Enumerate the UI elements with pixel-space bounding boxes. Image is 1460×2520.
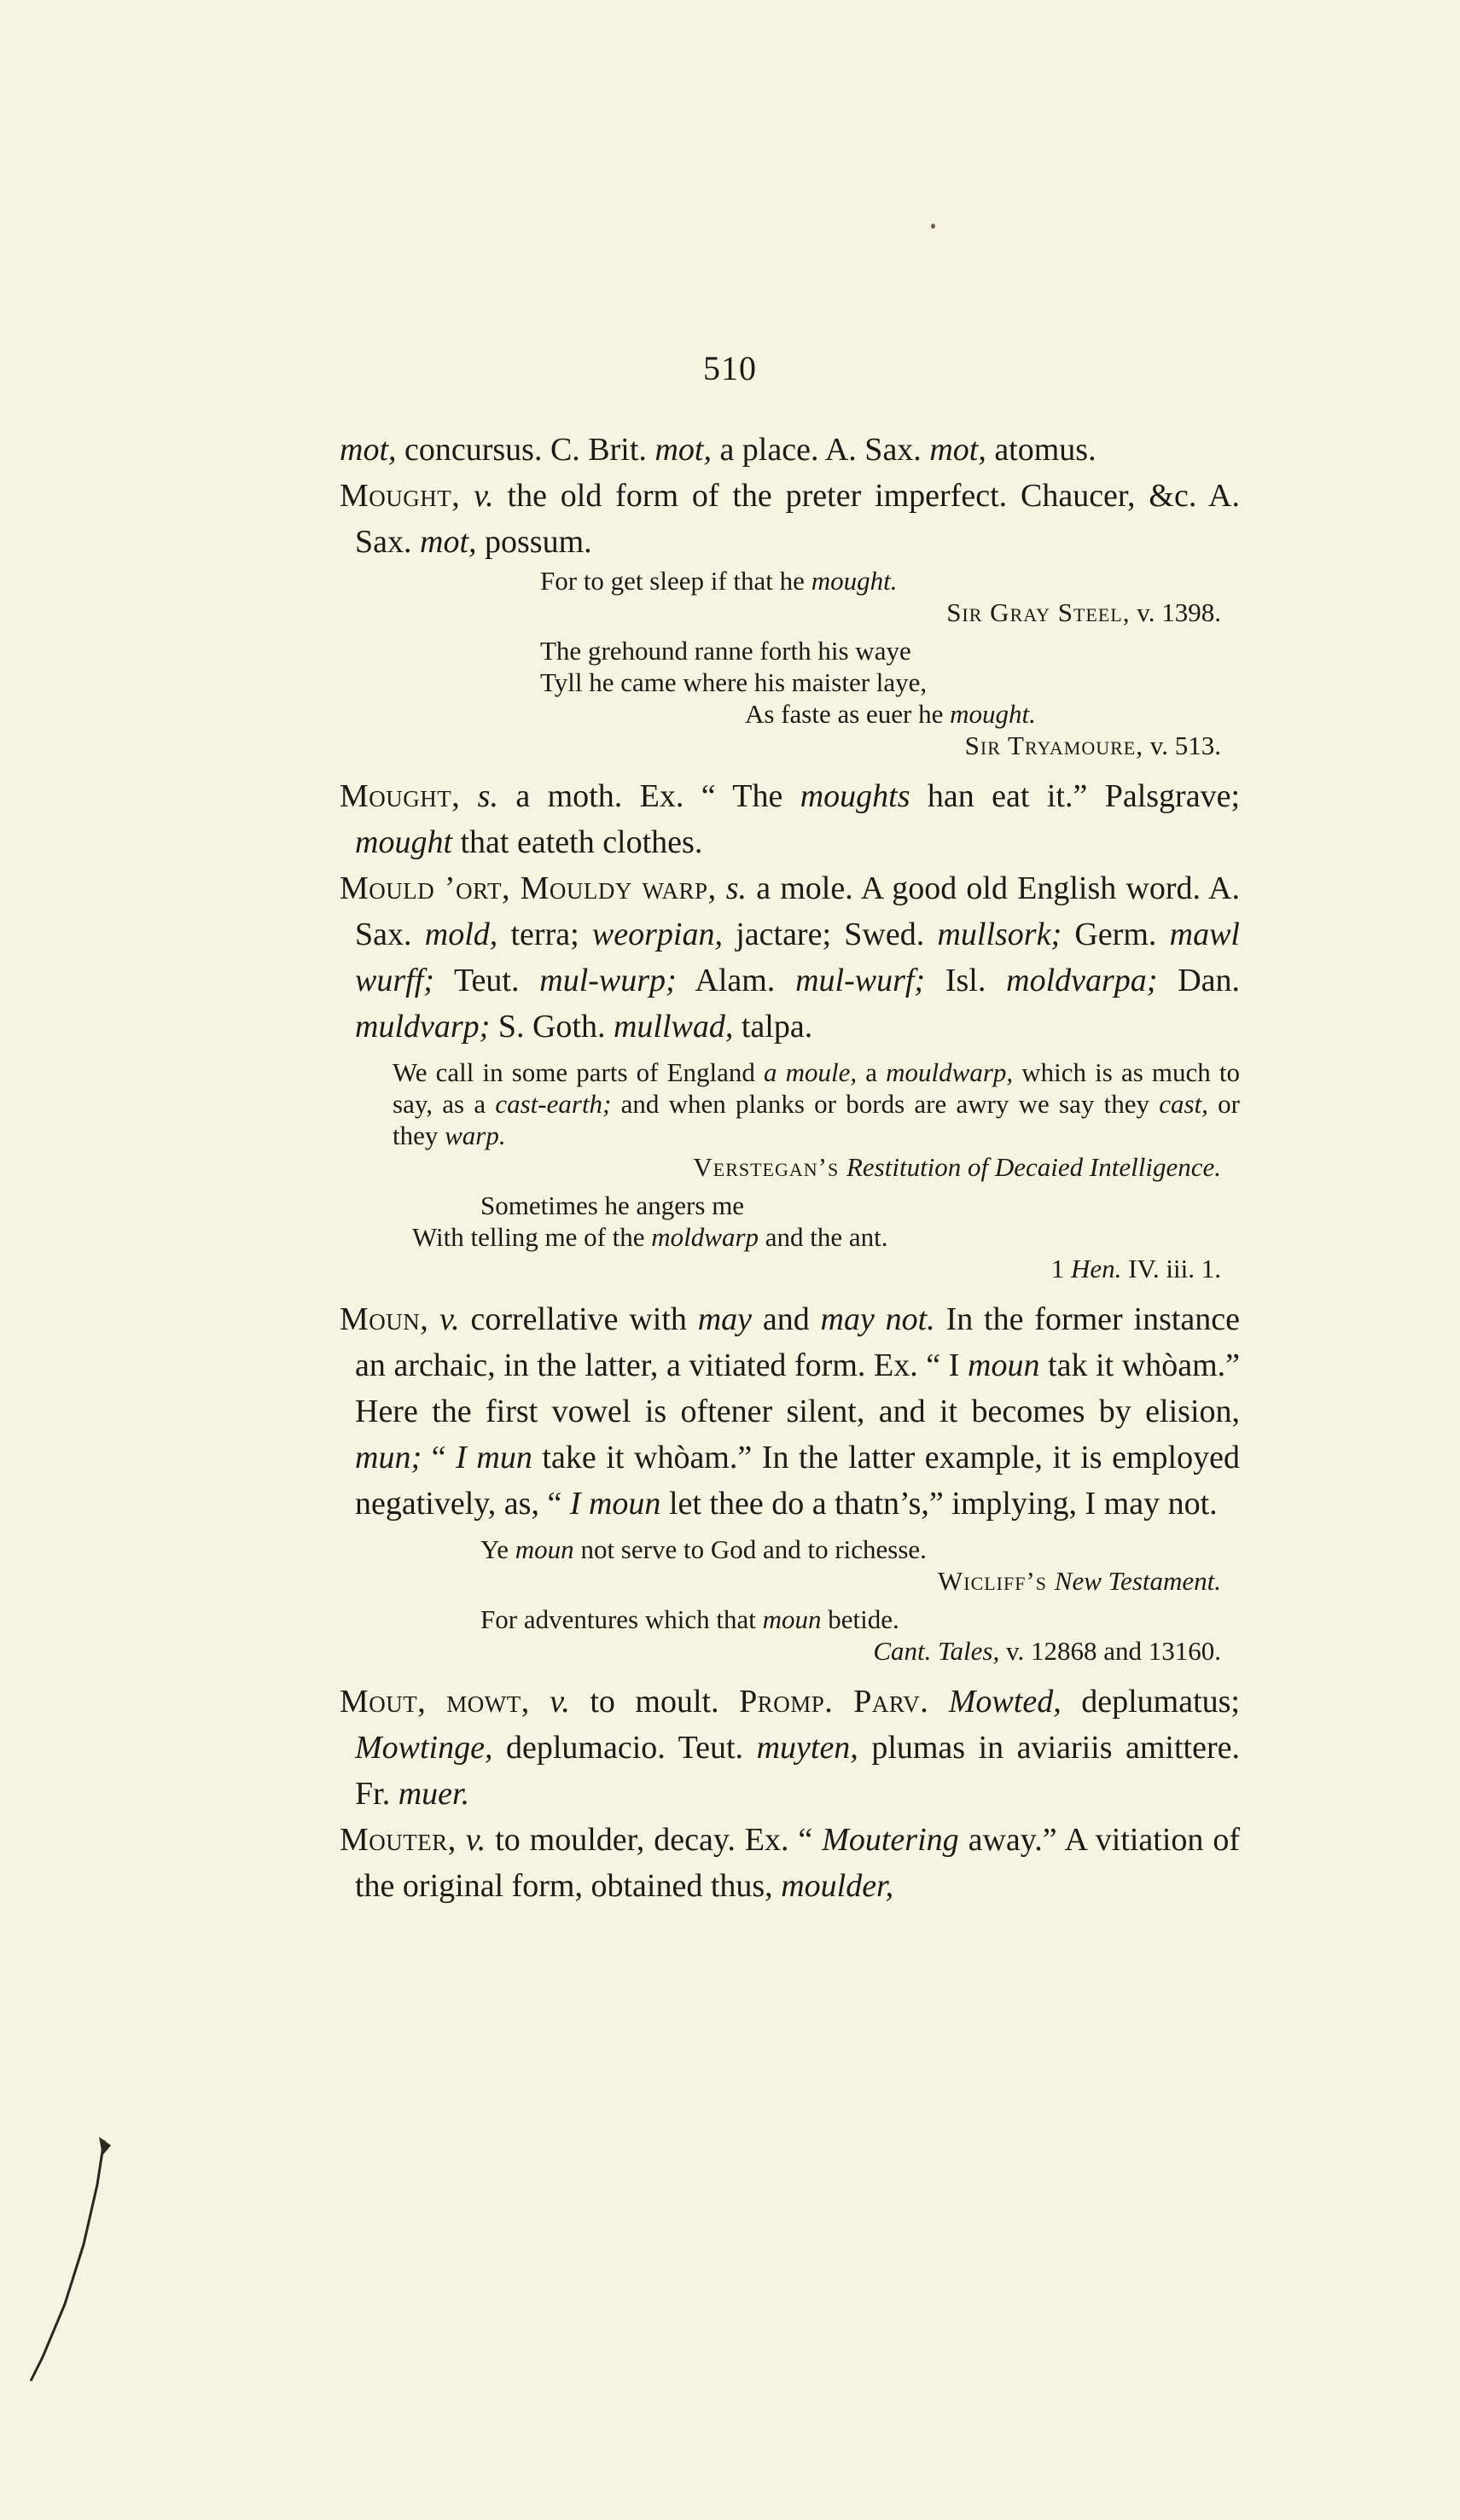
q3g: and when planks or bords are awry we say they xyxy=(611,1089,1160,1119)
q7b: moun xyxy=(762,1604,822,1634)
t-e3b: a mole. A good old English word. A. Sax. xyxy=(355,870,1240,952)
quote-line xyxy=(340,1534,1240,1565)
t-e3h: Germ. xyxy=(1062,917,1170,952)
q7c: betide. xyxy=(821,1604,899,1634)
c7b: v. 12868 and 13160. xyxy=(999,1636,1221,1666)
q4c: moldwarp xyxy=(651,1222,759,1252)
i-moun: moun xyxy=(968,1347,1040,1383)
q2-cite: Sir Tryamoure, xyxy=(964,730,1143,760)
quote-citation xyxy=(340,1635,1240,1667)
pos-s: s. xyxy=(477,778,498,814)
i-moutering: Moutering xyxy=(822,1822,959,1858)
entry-mout xyxy=(340,1679,1240,1817)
t-e5j: “ xyxy=(422,1440,457,1475)
entry-mought-v xyxy=(340,473,1240,565)
q3d: mouldwarp, xyxy=(886,1057,1014,1087)
t-e8h: deplumacio. Teut. xyxy=(492,1730,757,1766)
t-e0d: a place. A. Sax. xyxy=(711,432,930,468)
t-e9b: to moulder, decay. Ex. “ xyxy=(486,1822,823,1858)
t-e5d: and xyxy=(752,1301,821,1337)
t-e5f: In the former instance an archaic, in the latter, a vitiated form. Ex. “ I xyxy=(355,1301,1241,1383)
c7a: Cant. Tales, xyxy=(873,1636,1000,1666)
t-e3l: Alam. xyxy=(676,963,796,998)
t-e8j: plumas in aviariis amittere. Fr. xyxy=(355,1730,1240,1812)
quote-line: Tyll he came where his maister laye, xyxy=(540,667,928,697)
pos-v2: v. xyxy=(439,1301,460,1337)
q1-text: For to get sleep if that he xyxy=(540,566,811,596)
t-e8f: deplumatus; xyxy=(1061,1684,1240,1720)
q1-cite: Sir Gray Steel, xyxy=(946,597,1131,627)
t-e3r: S. Goth. xyxy=(490,1009,614,1045)
i-muyten: muyten, xyxy=(756,1730,858,1766)
quote-citation xyxy=(340,597,1240,628)
page-blemish xyxy=(931,224,935,229)
q3b: a moule, xyxy=(764,1057,858,1087)
q1-cite-tail: v. 1398. xyxy=(1130,597,1221,627)
t-e5l: take it whòam.” In the latter example, it is employed negatively, as, “ xyxy=(355,1440,1240,1522)
i-mold: mold, xyxy=(424,917,498,952)
q3h: cast, xyxy=(1159,1089,1208,1119)
pos-v4: v. xyxy=(465,1822,486,1858)
i-imun: I mun xyxy=(456,1440,532,1475)
quote-line xyxy=(340,698,1240,730)
t-e3j: Teut. xyxy=(433,963,540,998)
t-e8d xyxy=(928,1684,949,1720)
t-e3n: Isl. xyxy=(925,963,1007,998)
c6a: Wicliff’s xyxy=(937,1566,1055,1596)
q3e: which is as much to say, as a xyxy=(393,1057,1240,1119)
entry-mot-continuation xyxy=(340,427,1240,473)
t-e5b: correllative with xyxy=(459,1301,698,1337)
c4a: 1 xyxy=(1050,1254,1072,1283)
headword-mouter: Mouter, xyxy=(340,1822,457,1858)
quote-line xyxy=(340,1603,1240,1635)
q3a: We call in some parts of England xyxy=(393,1057,765,1087)
q7a: For adventures which that xyxy=(480,1604,763,1634)
t-e3f: jactare; Swed. xyxy=(722,917,938,952)
pos-v: v. xyxy=(474,478,494,514)
i-muer: muer. xyxy=(398,1776,470,1812)
i-mowted: Mowted, xyxy=(948,1684,1062,1720)
i-mot-1: mot, xyxy=(340,432,397,468)
c4c: IV. iii. 1. xyxy=(1121,1254,1221,1283)
headword-mought: Mought, xyxy=(340,478,461,514)
quote-line: Sometimes he angers me xyxy=(480,1190,745,1220)
quote-citation xyxy=(340,1151,1240,1183)
quote-line xyxy=(340,1221,1240,1253)
quote-citation xyxy=(340,730,1240,761)
t-e0e: atomus. xyxy=(986,432,1096,468)
quote-line xyxy=(340,565,1240,597)
i-mought: mought xyxy=(355,824,452,860)
i-moulder: moulder, xyxy=(781,1868,894,1904)
t-e3t: talpa. xyxy=(733,1009,813,1045)
q4d: and the ant. xyxy=(759,1222,888,1252)
text-column xyxy=(340,427,1240,1909)
i-mullsork: mullsork; xyxy=(937,917,1062,952)
i-mot-4: mot, xyxy=(420,524,477,560)
q3c: a xyxy=(857,1057,887,1087)
t-e5h: tak it whòam.” Here the first vowel is oftener silent, and it becomes by elision, xyxy=(355,1347,1240,1429)
c4b: Hen. xyxy=(1071,1254,1122,1283)
i-mulwurf: mul-wurf; xyxy=(795,963,926,998)
t-e8b: to moult. xyxy=(569,1684,740,1720)
c3b: Restitution of Decaied Intelligence. xyxy=(846,1152,1221,1182)
q3j: warp. xyxy=(445,1120,506,1150)
t-e1b: the old form of the preter imperfect. Chaucer, &c. A. Sax. xyxy=(355,478,1241,560)
quote-citation xyxy=(340,1253,1240,1284)
t-e3p: Dan. xyxy=(1157,963,1241,998)
quote-citation xyxy=(340,1565,1240,1597)
i-mawl: mawl wurff; xyxy=(355,917,1240,998)
i-mun: mun; xyxy=(355,1440,422,1475)
q1-italic: mought. xyxy=(811,566,898,596)
i-mulwurp: mul-wurp; xyxy=(539,963,677,998)
headword-mout: Mout, mowt, xyxy=(340,1684,530,1720)
i-moldvarpa: moldvarpa; xyxy=(1006,963,1158,998)
entry-mould-ort xyxy=(340,865,1240,1050)
pos-v3: v. xyxy=(550,1684,570,1720)
i-mot-2: mot, xyxy=(654,432,712,468)
t-e5n: let thee do a thatn’s,” implying, I may not. xyxy=(660,1486,1218,1522)
entry-mouter xyxy=(340,1817,1240,1909)
i-may: may xyxy=(697,1301,753,1337)
i-weorpian: weorpian, xyxy=(591,917,723,952)
q2-cite-tail: v. 513. xyxy=(1143,730,1221,760)
t-e3d: terra; xyxy=(497,917,592,952)
i-moughts: moughts xyxy=(800,778,910,814)
i-imoun: I moun xyxy=(569,1486,661,1522)
t-e1c: possum. xyxy=(476,524,592,560)
t-e0b: concursus. C. Brit. xyxy=(396,432,655,468)
entry-moun xyxy=(340,1296,1240,1527)
headword-mought-s: Mought, xyxy=(340,778,461,814)
i-muldvarp: muldvarp; xyxy=(355,1009,491,1045)
q2-italic: mought. xyxy=(950,699,1036,729)
headword-mould: Mould ’ort, Mouldy warp, xyxy=(340,870,717,906)
pos-s2: s. xyxy=(725,870,747,906)
q4b: With telling me of the xyxy=(412,1222,652,1252)
q3f: cast-earth; xyxy=(495,1089,612,1119)
t-e2b: a moth. Ex. “ The xyxy=(497,778,800,814)
headword-moun: Moun, xyxy=(340,1301,429,1337)
c6b: New Testament. xyxy=(1054,1566,1221,1596)
q6a: Ye xyxy=(480,1534,515,1564)
quote-verstegan xyxy=(340,1056,1240,1151)
q2-text: As faste as euer he xyxy=(745,699,951,729)
quote-line: The grehound ranne forth his waye xyxy=(540,636,911,666)
t-e9d: away.” A vitiation of the original form, obtained thus, xyxy=(355,1822,1240,1904)
t-e2f: that eateth clothes. xyxy=(452,824,703,860)
i-maynot: may not. xyxy=(820,1301,935,1337)
q3i: or they xyxy=(393,1089,1240,1150)
i-mot-3: mot, xyxy=(929,432,986,468)
q6c: not serve to God and to richesse. xyxy=(573,1534,927,1564)
t-e2d: han eat it.” Palsgrave; xyxy=(910,778,1240,814)
q6b: moun xyxy=(515,1534,574,1564)
page-number: 510 xyxy=(703,349,757,387)
t-e8c: Promp. Parv. xyxy=(739,1684,929,1720)
c3a: Verstegan’s xyxy=(693,1152,846,1182)
i-mowtinge: Mowtinge, xyxy=(355,1730,493,1766)
entry-mought-s xyxy=(340,773,1240,865)
pencil-mark xyxy=(26,2133,119,2389)
i-mullwad: mullwad, xyxy=(613,1009,734,1045)
